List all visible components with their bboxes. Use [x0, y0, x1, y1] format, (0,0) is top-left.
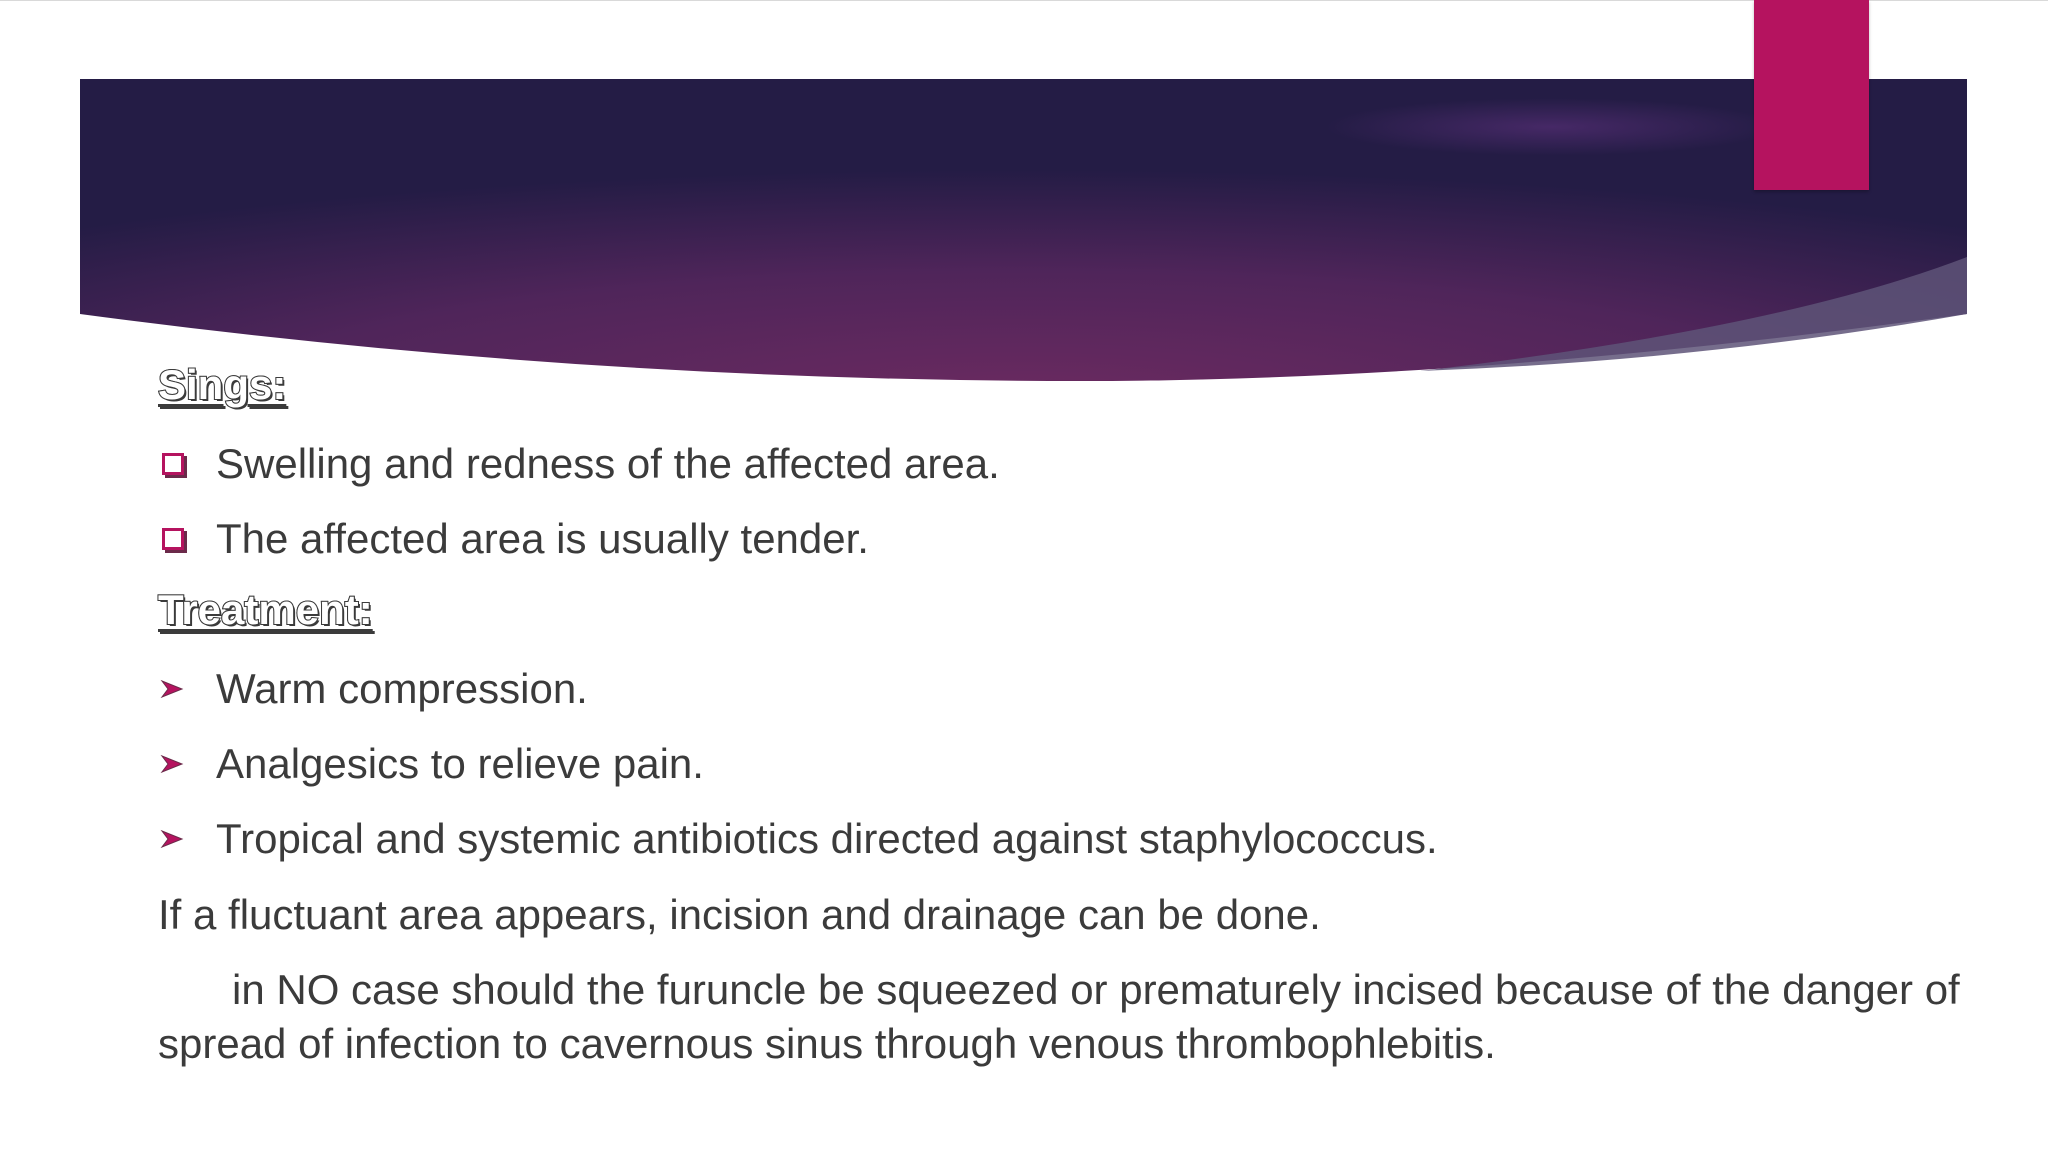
arrow-bullet-icon	[158, 677, 216, 701]
warning-paragraph: in NO case should the furuncle be squeezed or prematurely incised because of the danger of spread of infection to cavernous sinus through venous thrombophlebitis.	[158, 966, 1960, 1067]
list-item	[158, 514, 869, 564]
arrow-bullet-icon	[158, 827, 216, 851]
square-bullet-icon	[158, 528, 216, 550]
square-bullet-icon	[158, 453, 216, 475]
list-item	[158, 664, 588, 714]
note-paragraph: If a fluctuant area appears, incision and drainage can be done.	[158, 891, 1321, 938]
list-item	[158, 439, 1000, 489]
sign-item: The affected area is usually tender.	[216, 515, 869, 562]
treatment-item: Analgesics to relieve pain.	[216, 740, 704, 787]
signs-heading: Sings:	[158, 361, 287, 408]
title-banner	[80, 79, 1967, 381]
arrow-bullet-icon	[158, 752, 216, 776]
accent-tab	[1754, 0, 1869, 190]
treatment-item: Tropical and systemic antibiotics directed against staphylococcus.	[216, 815, 1438, 862]
list-item	[158, 814, 1438, 864]
sign-item: Swelling and redness of the affected area.	[216, 440, 1000, 487]
list-item	[158, 739, 704, 789]
treatment-item: Warm compression.	[216, 665, 588, 712]
top-divider	[0, 0, 2048, 1]
treatment-heading: Treatment:	[158, 586, 373, 633]
